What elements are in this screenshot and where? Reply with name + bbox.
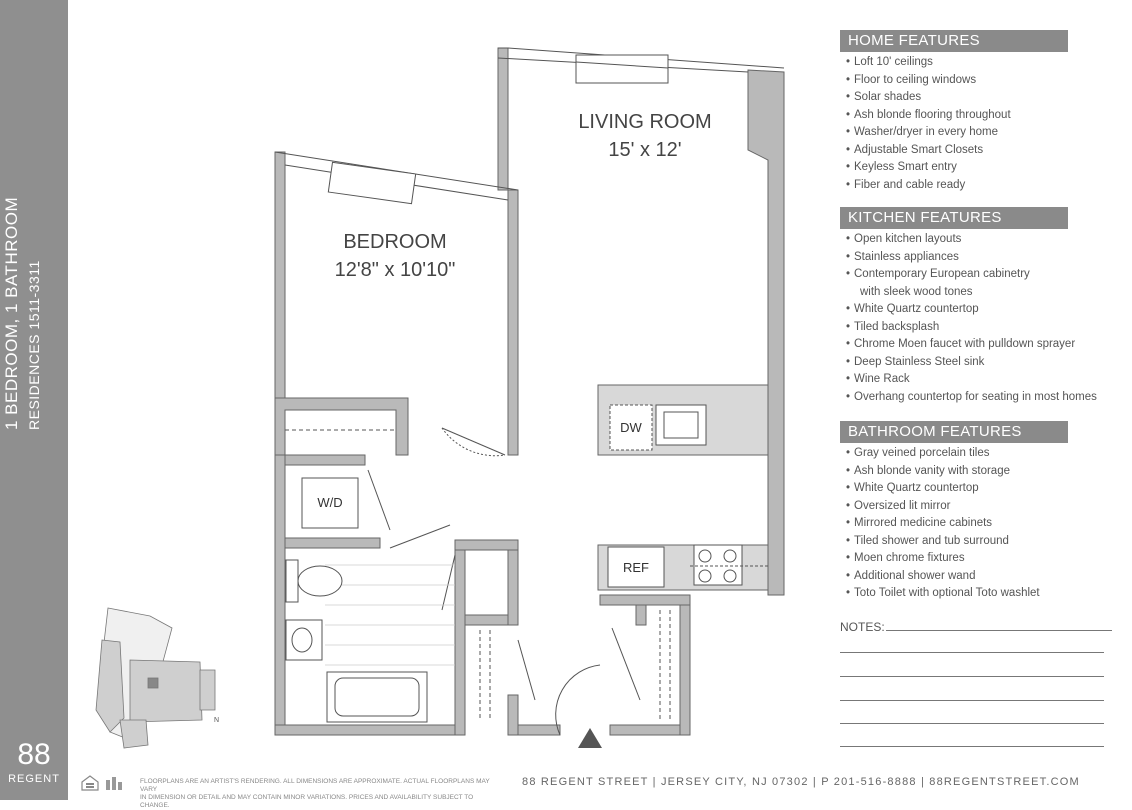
refrigerator-label: REF (623, 560, 649, 575)
logo-word: REGENT (8, 773, 60, 785)
list-item: • Contemporary European cabinetry (846, 268, 1030, 280)
list-item: • Ash blonde flooring throughout (846, 108, 1011, 121)
home-features-title: HOME FEATURES (840, 30, 1068, 52)
list-item: • White Quartz countertop (846, 482, 979, 494)
living-room-size: 15' x 12' (608, 139, 682, 161)
list-item: • Ash blonde vanity with storage (846, 464, 1010, 477)
kitchen-features-title: KITCHEN FEATURES (840, 207, 1068, 229)
bathroom-features-list (840, 445, 1110, 603)
list-item: • Additional shower wand (846, 569, 976, 582)
notes-line (840, 746, 1104, 747)
home-features (840, 30, 1110, 194)
list-item: with sleek wood tones (860, 285, 973, 298)
list-item: • Adjustable Smart Closets (846, 143, 984, 156)
notes-line (840, 723, 1104, 724)
list-item: • Chrome Moen faucet with pulldown sprayer (846, 338, 1076, 350)
living-room-name: LIVING ROOM (578, 111, 712, 133)
list-item: • Gray veined porcelain tiles (846, 447, 990, 459)
logo-number: 88 (17, 738, 51, 771)
list-item: • Moen chrome fixtures (846, 552, 965, 564)
brand-logo (0, 740, 68, 785)
list-item: • Fiber and cable ready (846, 178, 966, 191)
unit-residences: RESIDENCES 1511-3311 (26, 260, 42, 430)
disclaimer (140, 778, 500, 810)
list-item: • Solar shades (846, 91, 922, 103)
bedroom-name: BEDROOM (343, 231, 447, 253)
list-item: • Deep Stainless Steel sink (846, 355, 985, 368)
bathroom-features (840, 421, 1110, 603)
equal-housing-icon (80, 774, 128, 792)
unit-title (2, 0, 42, 430)
notes-label: NOTES: (840, 620, 885, 634)
notes-line (840, 700, 1104, 701)
list-item: • Overhang countertop for seating in most homes (846, 390, 1097, 403)
notes-area (840, 618, 1112, 636)
bathroom-features-title: BATHROOM FEATURES (840, 421, 1068, 443)
unit-type: 1 BEDROOM, 1 BATHROOM (2, 196, 21, 430)
list-item: • Oversized lit mirror (846, 499, 951, 512)
disclaimer-line-1: FLOORPLANS ARE AN ARTIST'S RENDERING. ALL DIMENSIONS ARE APPROXIMATE. ACTUAL FLOORPLANS MAY VARY (140, 778, 490, 793)
notes-line (886, 630, 1112, 631)
list-item: • Open kitchen layouts (846, 233, 962, 245)
kitchen-features-list (840, 231, 1110, 406)
washer-dryer-label: W/D (317, 495, 343, 510)
list-item: • White Quartz countertop (846, 303, 979, 315)
side-band (0, 0, 68, 800)
list-item: • Tiled backsplash (846, 320, 940, 333)
notes-line (840, 652, 1104, 653)
list-item: • Wine Rack (846, 373, 910, 385)
list-item: • Floor to ceiling windows (846, 73, 977, 86)
list-item: • Keyless Smart entry (846, 161, 957, 173)
key-plan-north: N (214, 717, 220, 724)
key-plan (96, 608, 215, 748)
list-item: • Toto Toilet with optional Toto washlet (846, 587, 1040, 599)
kitchen-features (840, 207, 1110, 406)
disclaimer-line-2: IN DIMENSION OR DETAIL AND MAY CONTAIN MINOR VARIATIONS. PRICES AND AVAILABILITY SUBJECT TO CHANGE. (140, 794, 474, 809)
list-item: • Stainless appliances (846, 250, 959, 263)
list-item: • Loft 10' ceilings (846, 56, 933, 68)
bedroom-label (300, 230, 490, 282)
list-item: • Tiled shower and tub surround (846, 534, 1009, 547)
bedroom-size: 12'8" x 10'10" (334, 259, 456, 281)
list-item: • Washer/dryer in every home (846, 126, 999, 138)
home-features-list (840, 54, 1110, 194)
footer-address: 88 REGENT STREET | JERSEY CITY, NJ 07302 | P 201-516-8888 | 88REGENTSTREET.COM (522, 776, 1080, 788)
list-item: • Mirrored medicine cabinets (846, 517, 993, 529)
dishwasher-label: DW (620, 420, 642, 435)
living-room-label (555, 110, 735, 162)
notes-line (840, 676, 1104, 677)
